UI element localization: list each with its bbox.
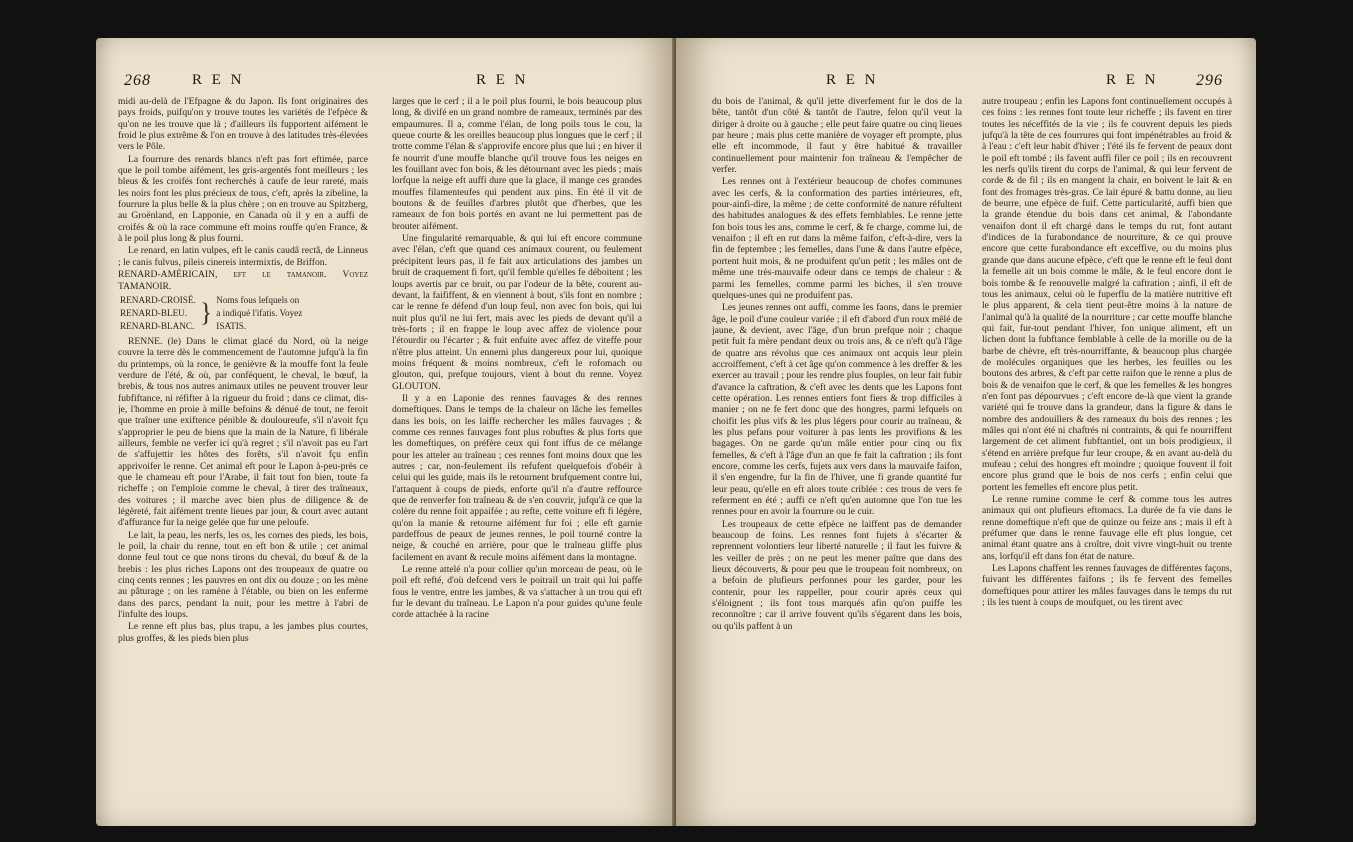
ref-note: Noms fous lefquels on xyxy=(216,294,300,305)
paragraph: Les troupeaux de cette efpèce ne laiffent pas de demander beaucoup de foins. Les rennes font fujets à s'écarter & reprennent volontiers leur liberté naturelle ; il faut les fuivre & les veiller de près ; on ne peut les mener paître que dans des lieux découverts, & pour peu que le troupeau foit nombreux, on a befoin de plufieurs perfonnes pour les garder, pour les contenir, pour les rappeller, pour courir après ceux qui s'éloignent ; ils font tous marqués afin qu'on puiffe les reconnoître ; car il arrive fouvent qu'ils s'égarent dans les bois, ou qu'ils paffent à un xyxy=(712,518,962,632)
left-column-2 xyxy=(392,96,642,826)
paragraph: Le renard, en latin vulpes, eft le canis caudâ rectâ, de Linneus ; le canis fulvus, pileis cinereis intermixtis, de Briffon. xyxy=(118,245,368,268)
right-column-2 xyxy=(982,96,1232,826)
page-number-left: 268 xyxy=(124,72,151,89)
left-page xyxy=(96,38,676,826)
paragraph: Le renne rumine comme le cerf & comme tous les autres animaux qui ont plufieurs eftomacs. La durée de fa vie dans le renne domeftique n'eft que de quinze ou feize ans ; mais il eft à préfumer que dans le renne fauvage elle eft plus longue, cet animal étant quatre ans à croître, doit vivre vingt-huit ou trente ans, lorfqu'il eft dans fon état de nature. xyxy=(982,494,1232,562)
paragraph: RENARD-AMÉRICAIN, eft le tamanoir. Voyez TAMANOIR. xyxy=(118,269,368,292)
cross-reference-table xyxy=(118,293,306,334)
paragraph: midi au-delà de l'Efpagne & du Japon. Ils font originaires des pays froids, puifqu'on y trouve toutes les variétés de l'efpèce & qu'on ne les trouve que là ; d'ailleurs ils fupportent aifément le froid le plus extrême & l'on en trouve à des latitudes très-élevées vers le Pôle. xyxy=(118,96,368,153)
right-column-1 xyxy=(712,96,962,826)
paragraph: Le renne attelé n'a pour collier qu'un morceau de peau, où le poil eft refté, d'où defcend vers le poitrail un trait qui lui paffe fous le ventre, entre les jambes, & va s'attacher à un trou qui eft fur le devant du traîneau. Le Lapon n'a pour guides qu'une feule corde attachée à la racine xyxy=(392,564,642,621)
left-column-1 xyxy=(118,96,368,826)
ref-name: RENARD-CROISÉ. xyxy=(120,294,196,305)
page-number-right: 296 xyxy=(1196,72,1223,89)
paragraph: Une fingularité remarquable, & qui lui eft encore commune avec l'élan, c'eft que quand ces animaux courent, ou feulement précipitent leurs pas, il fe fait aux articulations des jambes un bruit de craquement fi fort, qu'il femble qu'elles fe déboitent ; les loups avertis par ce bruit, ou par l'odeur de la bête, courent au-devant, la faififfent, & en viennent à bout, s'ils font en nombre ; car le renne fe défend d'un loup feul, non avec fon bois, qui lui nuit plus qu'il ne lui fert, mais avec les pieds de devant qu'il a très-forts ; il en frappe le loup avec affez de violence pour l'étourdir ou l'écarter ; & fuit enfuite avec affez de viteffe pour n'être plus atteint. Un ennemi plus dangereux pour lui, quoique moins fréquent & moins nombreux, c'eft le rofomach ou glouton, qui, prefque toujours, vient à bout du renne. Voyez GLOUTON. xyxy=(392,233,642,392)
paragraph: Le lait, la peau, les nerfs, les os, les cornes des pieds, les bois, le poil, la chair du renne, tout en eft bon & utile ; cet animal donne feul tout ce que nons tirons du cheval, du bœuf & de la brebis : les plus riches Lapons ont des troupeaux de quatre ou cinq cents rennes ; les pauvres en ont dix ou douze ; on les mène au pâturage ; on les ramène à l'étable, ou bien on les enferme dans des parcs, pendant la nuit, pour les mettre à l'abri de l'infulte des loups. xyxy=(118,529,368,621)
paragraph: larges que le cerf ; il a le poil plus fourni, le bois beaucoup plus long, & divifé en un grand nombre de rameaux, terminés par des empaumures. Il a, comme l'élan, de long poils tous le cou, la queue courte & les oreilles beaucoup plus longues que le cerf ; il trotte comme l'élan & s'approvife encore plus que lui ; en hiver il fe nourrit d'une mouffe blanche qu'il trouve fous les neiges en les fouillant avec fon bois, & les détournant avec les pieds ; mais lorfque la neige eft auffi dure que la glace, il mange ces grandes mouffes filamenteufes qui pendent aux pins. En été il vit de boutons & de feuilles d'arbres plutôt que d'herbes, que les rameaux de fon bois portés en avant ne lui permettent pas de brouter aifément. xyxy=(392,96,642,232)
paragraph: Il y a en Laponie des rennes fauvages & des rennes domeftiques. Dans le temps de la chaleur on lâche les femelles dans les bois, on les laiffe rechercher les mâles fauvages ; & comme ces rennes fauvages font plus robuftes & plus forts que les domeftiques, on préfère ceux qui font iffus de ce mélange pour les atteler au traîneau ; ces rennes font moins doux que les autres ; car, non-feulement ils refufent quelquefois d'obéir à celui qui les guide, mais ils le retournent brufquement contre lui, l'attaquent à coups de pieds, enforte qu'il n'a d'autre reffource que de renverfer fon traîneau & de s'en couvrir, jufqu'à ce que la colère du renne foit appaifée ; au refte, cette voiture eft fi légère, qu'on la manie & retourne aifément fur foi ; elle eft garnie pardeffous de peaux de jeunes rennes, le poil tourné contre la neige, & couché en arrière, pour que le traîneau gliffe plus facilement en avant & recule moins aifément dans la montagne. xyxy=(392,392,642,563)
paragraph: RENNE. (le) Dans le climat glacé du Nord, où la neige couvre la terre dès le commencement de l'automne jufqu'à la fin du printemps, où la ronce, le genièvre & la mouffe font la feule verdure de l'été, & où, par conféquent, le cheval, le bœuf, la brebis, & tous nos autres animaux utiles ne peuvent trouver leur fubfiftance, ni réfifter à la rigueur du froid ; dans ce climat, dis-je, l'homme en proie à mille befoins & dénué de tout, ne feroit que traîner une exiftence pénible & douloureufe, s'il n'avoit fçu s'approprier le peu de biens que la main de la Nature, fi libérale ailleurs, femble ne verfer ici qu'à regret ; s'il n'avoit pas eu l'art de s'affujettir les hôtes des forêts, s'il n'avoit fçu enfin apprivoifer le renne. Cet animal eft pour le Lapon à-peu-près ce que le chameau eft pour l'Arabe, il fait tout fon bien, toute fa richeffe ; on l'emploie comme le cheval, à tirer des traîneaux, des voitures ; il marche avec bien plus de diligence & de légèreté, fait aifément trente lieues par jour, & court avec autant d'affurance fur la neige gelée que fur une peloufe. xyxy=(118,335,368,529)
paragraph: La fourrure des renards blancs n'eft pas fort eftimée, parce que le poil tombe aifément, les gris-argentés font meilleurs ; les bleus & les croifés font recherchés à caufe de leur rareté, mais les noirs font les plus précieux de tous, c'eft, après la zibeline, la fourrure la plus belle & la plus chère ; on en trouve au Spitzberg, au Groënland, en Lapponie, en Canada où il y en a auffi de croifés & où la race commune eft moins rouffe qu'en France, & à le poil plus long & plus fourni. xyxy=(118,153,368,245)
ref-name: RENARD-BLEU. xyxy=(120,307,188,318)
paragraph: Le renne eft plus bas, plus trapu, a les jambes plus courtes, plus groffes, & les pieds bien plus xyxy=(118,621,368,644)
running-head-left-2: R E N xyxy=(476,72,529,88)
paragraph: Les Lapons chaffent les rennes fauvages de différentes façons, fuivant les différentes faifons ; ils fe fervent des femelles domeftiques pour attirer les mâles fauvages dans le temps du rut ; ils les tuent à coups de moufquet, ou les tirent avec xyxy=(982,563,1232,609)
paragraph: autre troupeau ; enfin les Lapons font continuellement occupés à ces foins : les rennes font toute leur richeffe ; ils favent en tirer toutes les néceffités de la vie ; ils fe couvrent depuis les pieds jufqu'à la tête de ces fourrures qui font impénétrables au froid & à l'eau : c'eft leur habit d'hiver ; l'été ils fe fervent de peaux dont le poil eft tombé ; ils favent auffi filer ce poil ; ils en recouvrent les nerfs qu'ils tirent du corps de l'animal, & qui leur fervent de corde & de fil ; ils en mangent la chair, en boivent le lait & en font des fromages très-gras. Ce lait épuré & battu donne, au lieu de beurre, une efpèce de fuif. Cette particularité, auffi bien que la grande étendue du bois dans cet animal, & l'abondante venaifon dont il eft chargé dans le temps du rut, font autant d'indices de la furabondance de nourriture, & ce qui prouve encore que cette furabondance eft exceffive, ou du moins plus grande que dans aucune efpèce, c'eft que le renne eft le feul dont la femelle ait un bois comme le mâle, & le feul encore dont le bois tombe & fe renouvelle malgré la caftration ; ainfi, il eft de tous les animaux, celui où le fuperflu de la matière nutritive eft le plus apparent, & cela tient peut-être moins à la nature de l'animal qu'à la qualité de la nourriture ; car cette mouffe blanche qui fait, fur-tout pendant l'hiver, fon unique aliment, eft un lichen dont la fubftance femblable à celle de la morille ou de la barbe de chèvre, eft très-nourriffante, & beaucoup plus chargée de molécules organiques que les herbes, les feuilles ou les boutons des arbres, & c'eft par cette raifon que le renne a plus de bois & de venaifon que le cerf, & que les femelles & les hongres n'en font pas dépourvues ; c'eft encore de-là que vient la grande variété qui fe trouve dans la grandeur, dans la figure & dans le nombre des andouillers & des rameaux du bois des rennes ; les mâles qui n'ont été ni chaftrés ni contraints, & qui fe nourriffent largement de cet aliment fubftantiel, ont un bois prodigieux, il s'étend en arrière prefque fur leur croupe, & en avant au-delà du mufeau ; celui des hongres eft moindre ; quoique fouvent il foit encore plus grand que le bois de nos cerfs ; enfin celui que portent les femelles eft encore plus petit. xyxy=(982,96,1232,493)
right-page xyxy=(676,38,1256,826)
ref-note: ISATIS. xyxy=(216,320,247,331)
ref-note: a indiqué l'ifatis. Voyez xyxy=(216,307,303,318)
paragraph: du bois de l'animal, & qu'il jette diverfement fur le dos de la bête, tantôt d'un côté & tantôt de l'autre, felon qu'il veut la diriger à droite ou à gauche ; elle peut faire quatre ou cinq lieues par heure ; mais plus cette manière de voyager eft prompte, plus elle eft incommode, il faut y être habitué & travailler continuellement pour maintenir fon traîneau & l'empêcher de verfer. xyxy=(712,96,962,176)
running-head-right-1: R E N xyxy=(826,72,879,88)
running-head-right-2: R E N xyxy=(1106,72,1159,88)
ref-name: RENARD-BLANC. xyxy=(120,320,195,331)
running-head-left-1: R E N xyxy=(192,72,245,88)
brace-glyph: } xyxy=(199,298,213,328)
paragraph: Les rennes ont à l'extérieur beaucoup de chofes communes avec les cerfs, & la conformation des parties intérieures, eft, pour-ainfi-dire, la même ; de cette conformité de nature réfultent des habitudes analogues & des effets femblables. Le renne jette fon bois tous les ans, comme le cerf, & fe charge, comme lui, de venaifon ; il eft en rut dans la même faifon, c'eft-à-dire, vers la fin de feptembre ; les femelles, dans l'une & dans l'autre efpèce, portent huit mois, & ne produifent qu'un petit ; les mâles ont de même une très-mauvaife odeur dans ce temps de chaleur : & parmi les femelles, comme parmi les biches, il s'en trouve quelques-unes qui ne produifent pas. xyxy=(712,176,962,301)
paragraph: Les jeunes rennes ont auffi, comme les faons, dans le premier âge, le poil d'une couleur variée ; il eft d'abord d'un roux mêlé de jaune, & devient, avec l'âge, d'un brun prefque noir ; chaque petit fuit fa mère pendant deux ou trois ans, & ce n'eft qu'à l'âge de quatre ans révolus que ces animaux ont acquis leur plein accroiffement, c'eft à cet âge qu'on commence à les dreffer & les exercer au travail ; pour les rendre plus fouples, on leur fait fubir d'avance la caftration, & c'eft avec les dents que les Lapons font cette opération. Les rennes entiers font fiers & trop difficiles à manier ; on ne fe fert donc que des hongres, parmi lefquels on choifit les plus vifs & les plus légers pour courir au traîneau, & les plus pefans pour voiturer à pas lents les provifions & les bagages. On ne garde qu'un mâle entier pour cinq ou fix femelles, & c'eft à l'âge d'un an que fe fait la caftration ; ils font encore, comme les cerfs, fujets aux vers dans la mauvaife faifon, il s'en engendre, fur la fin de l'hiver, une fi grande quantité fur leur peau, qu'elle en eft alors toute criblée : ces trous de vers fe referment en été ; auffi ce n'eft qu'en automne que l'on tue les rennes pour en avoir la fourrure ou le cuir. xyxy=(712,302,962,518)
